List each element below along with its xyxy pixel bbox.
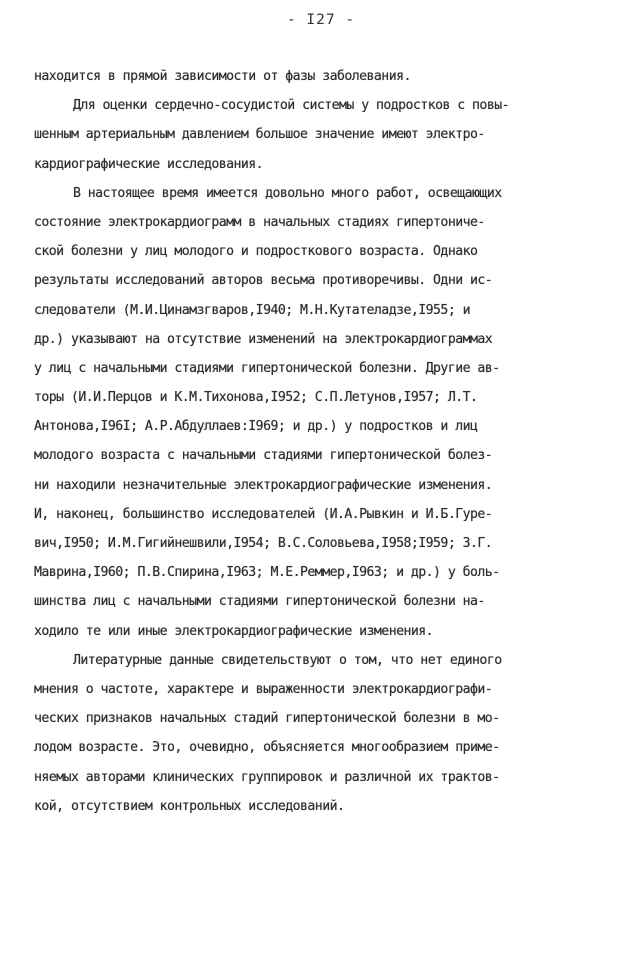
text-line: вич,I950; И.М.Гигийнешвили,I954; В.С.Соловьева,I958;I959; З.Г. xyxy=(34,536,493,551)
text-line: находится в прямой зависимости от фазы заболевания. xyxy=(34,69,411,84)
text-line: торы (И.И.Перцов и К.М.Тихонова,I952; С.П.Летунов,I957; Л.Т. xyxy=(34,390,478,406)
text-line: состояние электрокардиограмм в начальных стадиях гипертониче- xyxy=(34,214,485,230)
text-line: Для оценки сердечно-сосудистой системы у подростков с повы- xyxy=(73,98,509,114)
text-line: ческих признаков начальных стадий гипертонической болезни в мо- xyxy=(34,711,500,727)
text-line: у лиц с начальными стадиями гипертонической болезни. Другие ав- xyxy=(34,360,500,376)
text-line: Маврина,I960; П.В.Спирина,I963; М.Е.Реммер,I963; и др.) у боль- xyxy=(34,565,500,581)
text-line: В настоящее время имеется довольно много работ, освещающих xyxy=(73,185,502,201)
text-line: няемых авторами клинических группировок и различной их трактов- xyxy=(34,769,500,785)
text-line: И, наконец, большинство исследователей (И.А.Рывкин и И.Б.Гуре- xyxy=(34,506,493,522)
text-line: ходило те или иные электрокардиографические изменения. xyxy=(34,623,434,639)
text-line: следователи (М.И.Цинамзгваров,I940; М.Н.Кутателадзе,I955; и xyxy=(34,302,470,318)
text-line: шинства лиц с начальными стадиями гипертонической болезни на- xyxy=(34,594,485,610)
text-line: кой, отсутствием контрольных исследований. xyxy=(34,798,345,814)
text-line: Литературные данные свидетельствуют о том, что нет единого xyxy=(73,652,502,668)
text-line: др.) указывают на отсутствие изменений на электрокардиограммах xyxy=(34,331,493,347)
text-line: кардиографические исследования. xyxy=(34,156,264,172)
text-line: ни находили незначительные электрокардиографические изменения. xyxy=(34,477,493,493)
text-line: молодого возраста с начальными стадиями гипертонической болез- xyxy=(34,448,493,464)
text-line: шенным артериальным давлением большое значение имеют электро- xyxy=(34,127,485,143)
text-line: Антонова,I96I; А.Р.Абдуллаев:I969; и др.) у подростков и лиц xyxy=(34,419,478,435)
text-line: лодом возрасте. Это, очевидно, объясняется многообразием приме- xyxy=(34,740,500,756)
text-line: мнения о частоте, характере и выраженности электрокардиографи- xyxy=(34,681,493,697)
text-line: результаты исследований авторов весьма противоречивы. Одни ис- xyxy=(34,273,493,289)
page-number: - I27 - xyxy=(286,12,356,28)
body-text xyxy=(34,62,622,821)
text-line: ской болезни у лиц молодого и подросткового возраста. Однако xyxy=(34,244,478,260)
